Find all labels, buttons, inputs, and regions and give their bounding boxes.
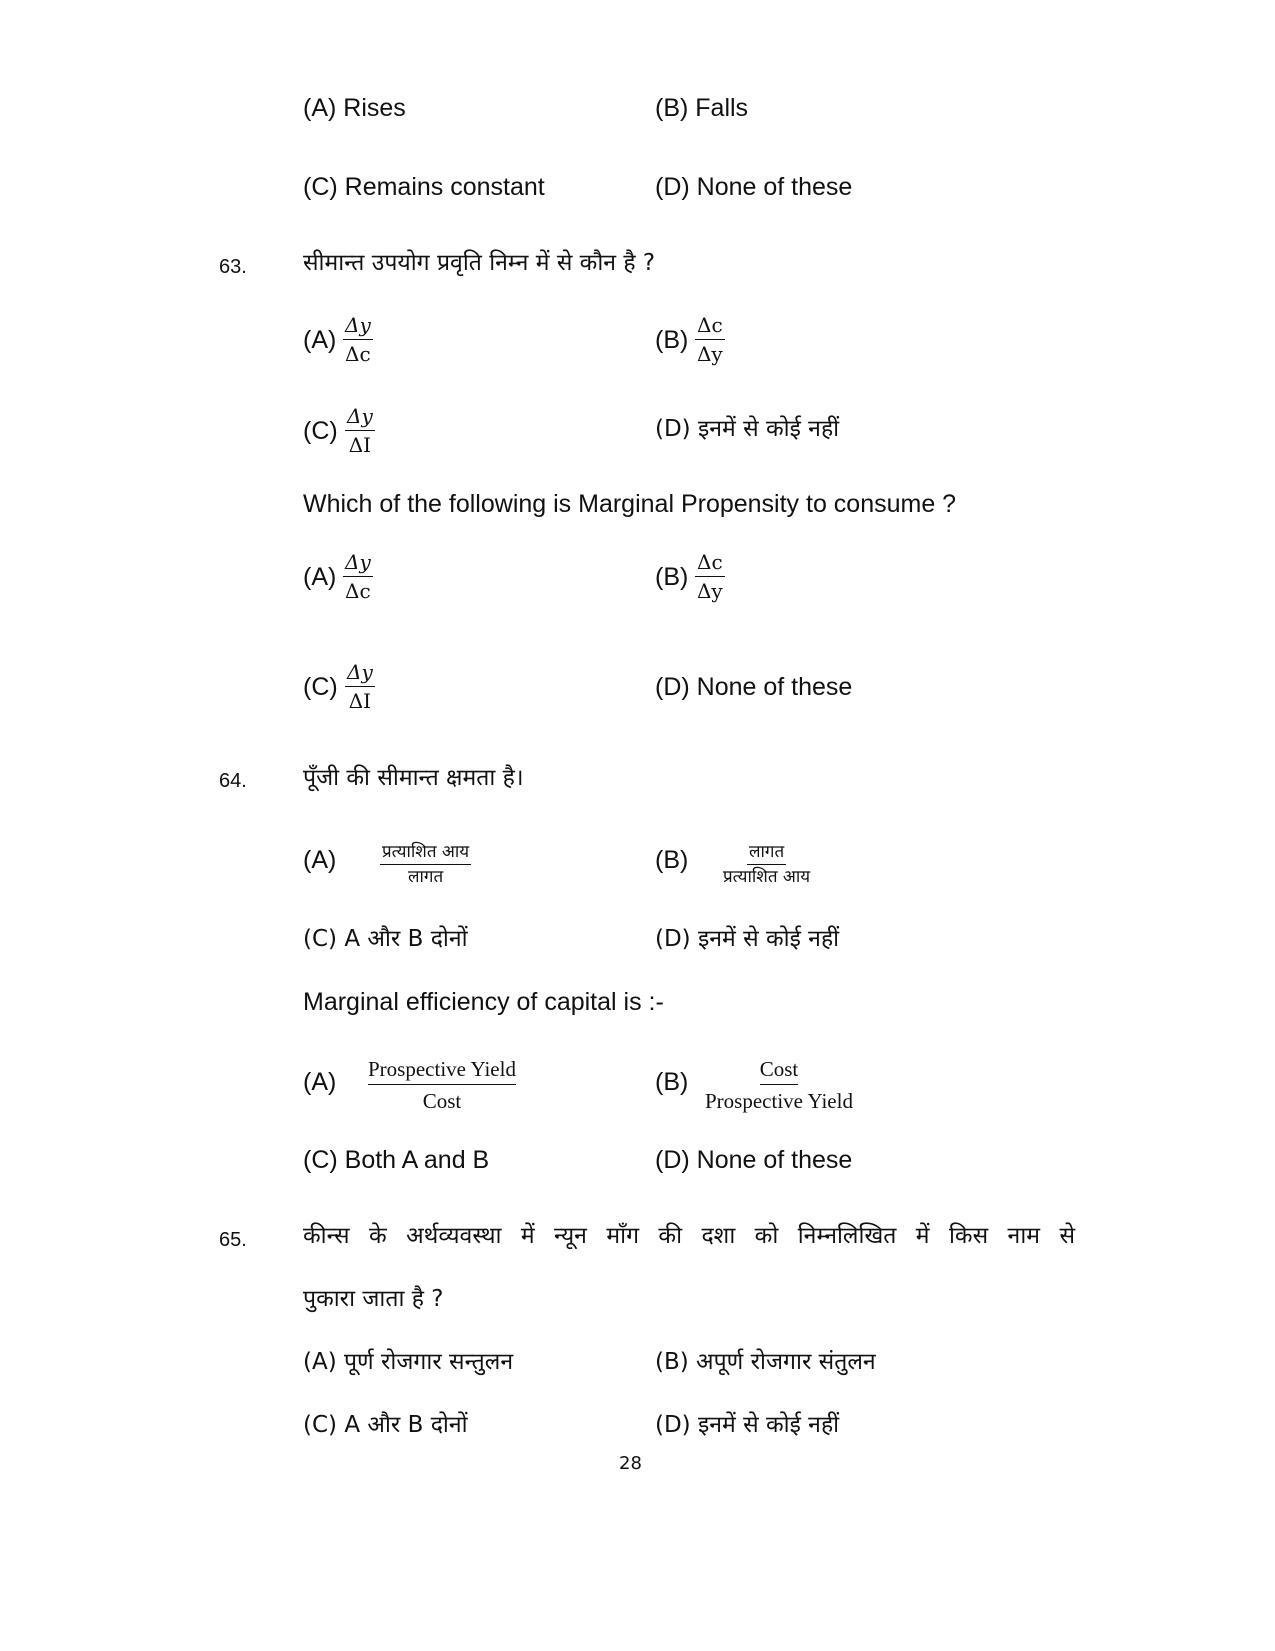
fraction-numerator: Δc [695,552,725,577]
q64-english-option-d: (D) None of these [655,1146,853,1174]
q63-english-option-c-label: (C) [303,673,338,701]
q65-hindi-option-a: (A) पूर्ण रोजगार सन्तुलन [303,1349,514,1375]
q63-hindi-option-c-label: (C) [303,417,338,445]
fraction-numerator: प्रत्याशित आय [380,844,471,865]
q62-option-a: (A) Rises [303,94,406,122]
q64-hindi-option-d: (D) इनमें से कोई नहीं [655,926,840,952]
fraction-numerator: Δc [695,315,725,340]
fraction-numerator: Δy [345,662,375,687]
fraction-numerator: Δy [345,406,375,431]
q64-english-option-a-label: (A) [303,1068,337,1096]
q65-number: 65. [219,1229,247,1251]
q62-option-d: (D) None of these [655,173,853,201]
q62-option-c: (C) Remains constant [303,173,545,201]
fraction-denominator: Δc [345,579,371,603]
q63-english-option-c-fraction [345,662,375,711]
fraction-denominator: Cost [422,1089,462,1113]
q64-hindi-option-b-fraction [723,844,810,886]
q63-english-option-b-fraction [695,552,725,601]
q64-english-option-c: (C) Both A and B [303,1146,490,1174]
q63-english-option-b-label: (B) [655,563,689,591]
q63-english-option-a-label: (A) [303,563,337,591]
q63-english-option-a-fraction [343,552,373,601]
q64-hindi-option-a-label: (A) [303,846,337,874]
fraction-numerator: Cost [760,1059,799,1085]
fraction-denominator: Δc [345,342,371,366]
fraction-denominator: Δy [696,342,723,366]
q63-number: 63. [219,256,247,278]
fraction-denominator: लागत [407,867,444,887]
q64-hindi-question: पूँजी की सीमान्त क्षमता है। [303,765,524,791]
q64-hindi-option-a-fraction [380,844,471,886]
fraction-numerator: लागत [747,844,786,865]
q63-hindi-option-b-fraction [695,315,725,364]
q63-hindi-option-b-label: (B) [655,326,689,354]
fraction-denominator: ΔI [348,689,372,713]
q63-hindi-option-c-fraction [345,406,375,455]
q64-english-option-b-fraction [705,1059,853,1112]
page-number: 28 [619,1453,642,1474]
q63-hindi-option-a-fraction [343,315,373,364]
fraction-numerator: Prospective Yield [368,1059,516,1085]
q64-english-question: Marginal efficiency of capital is :- [303,988,664,1016]
q63-hindi-option-d: (D) इनमें से कोई नहीं [655,416,840,442]
fraction-numerator: Δy [343,315,373,340]
q65-hindi-question-line1: कीन्स के अर्थव्यवस्था में न्यून माँग की दशा को निम्नलिखित में किस नाम से [303,1223,1075,1249]
fraction-denominator: प्रत्याशित आय [723,867,811,887]
q62-option-b: (B) Falls [655,94,749,122]
q64-english-option-a-fraction [368,1059,516,1112]
q64-hindi-option-c: (C) A और B दोनों [303,926,468,952]
q63-english-question: Which of the following is Marginal Propensity to consume ? [303,490,957,518]
q65-hindi-option-c: (C) A और B दोनों [303,1412,468,1438]
q63-hindi-question: सीमान्त उपयोग प्रवृति निम्न में से कौन है ? [303,250,656,276]
fraction-denominator: Δy [696,579,723,603]
q65-hindi-option-d: (D) इनमें से कोई नहीं [655,1412,840,1438]
q64-hindi-option-b-label: (B) [655,846,689,874]
q63-english-option-d: (D) None of these [655,673,853,701]
q65-hindi-question-line2: पुकारा जाता है ? [303,1286,444,1312]
fraction-denominator: Prospective Yield [705,1089,853,1113]
q65-hindi-option-b: (B) अपूर्ण रोजगार संतुलन [655,1349,876,1375]
fraction-numerator: Δy [343,552,373,577]
q63-hindi-option-a-label: (A) [303,326,337,354]
fraction-denominator: ΔI [348,433,372,457]
q64-english-option-b-label: (B) [655,1068,689,1096]
q64-number: 64. [219,770,247,792]
